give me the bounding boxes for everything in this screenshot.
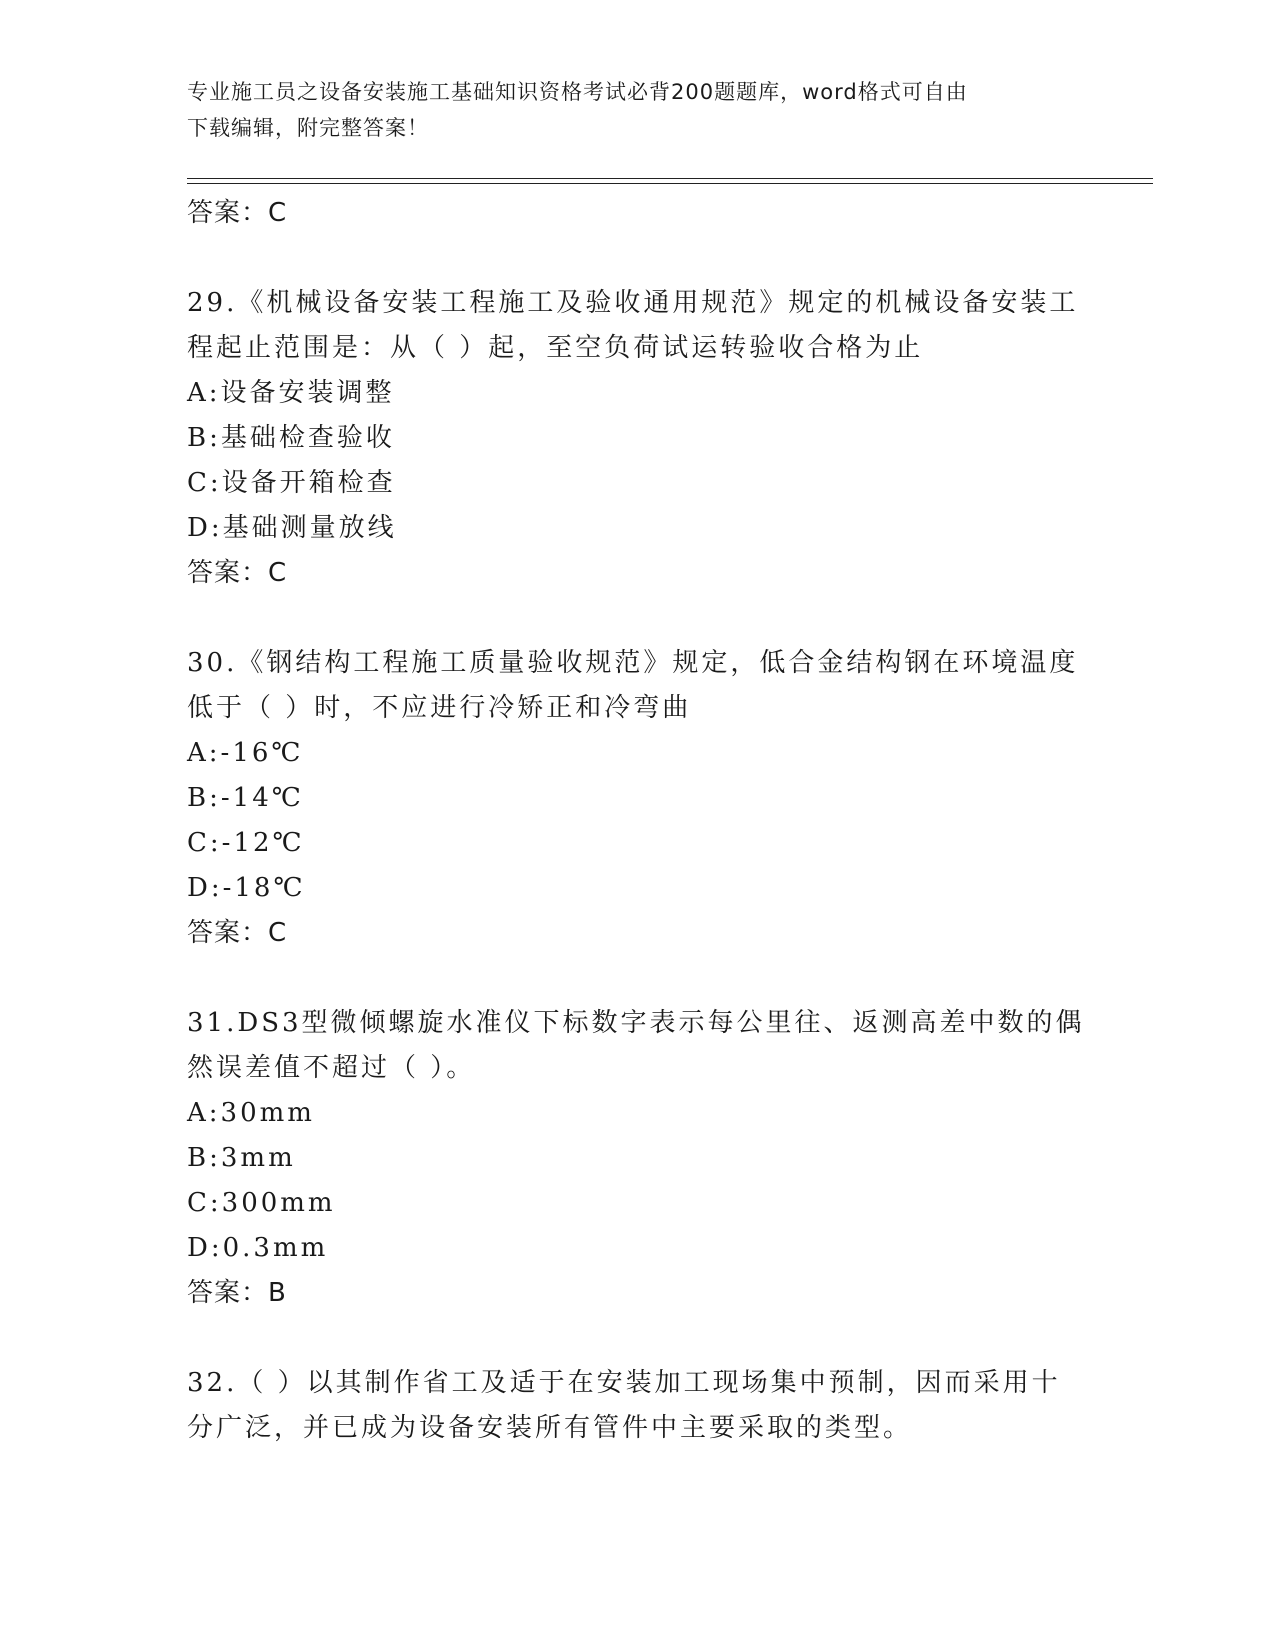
header-rule-bottom	[187, 183, 1153, 184]
question-32-stem-line-1: 32.（ ）以其制作省工及适于在安装加工现场集中预制，因而采用十	[187, 1368, 1061, 1398]
previous-answer: 答案：C	[187, 198, 288, 228]
question-30-option-d: D:-18℃	[187, 873, 306, 903]
document-header	[187, 74, 1087, 146]
header-line-1: 专业施工员之设备安装施工基础知识资格考试必背200题题库，word格式可自由	[187, 80, 968, 104]
question-29-stem-line-1: 29.《机械设备安装工程施工及验收通用规范》规定的机械设备安装工	[187, 288, 1079, 318]
header-line-2: 下载编辑，附完整答案！	[187, 116, 429, 140]
question-30-stem-line-1: 30.《钢结构工程施工质量验收规范》规定，低合金结构钢在环境温度	[187, 648, 1079, 678]
question-30-answer: 答案：C	[187, 918, 288, 948]
question-29-stem-line-2: 程起止范围是：从（ ）起，至空负荷试运转验收合格为止	[187, 333, 924, 363]
question-31-option-b: B:3mm	[187, 1143, 296, 1173]
header-rule-top	[187, 178, 1153, 179]
question-31-answer: 答案：B	[187, 1278, 287, 1308]
question-29-answer: 答案：C	[187, 558, 288, 588]
question-29-option-c: C:设备开箱检查	[187, 468, 396, 498]
question-29-option-a: A:设备安装调整	[187, 378, 395, 408]
question-31-stem-line-1: 31.DS3型微倾螺旋水准仪下标数字表示每公里往、返测高差中数的偶	[187, 1008, 1085, 1038]
question-30-option-c: C:-12℃	[187, 828, 305, 858]
question-31-option-c: C:300mm	[187, 1188, 336, 1218]
question-31-option-d: D:0.3mm	[187, 1233, 329, 1263]
question-30-stem-line-2: 低于（ ）时，不应进行冷矫正和冷弯曲	[187, 693, 692, 723]
question-32-stem-line-2: 分广泛，并已成为设备安装所有管件中主要采取的类型。	[187, 1413, 913, 1443]
question-30-option-a: A:-16℃	[187, 738, 304, 768]
question-31-option-a: A:30mm	[187, 1098, 315, 1128]
question-31-stem-line-2: 然误差值不超过（ ）。	[187, 1053, 476, 1083]
question-29-option-b: B:基础检查验收	[187, 423, 395, 453]
question-30-option-b: B:-14℃	[187, 783, 304, 813]
question-29-option-d: D:基础测量放线	[187, 513, 397, 543]
